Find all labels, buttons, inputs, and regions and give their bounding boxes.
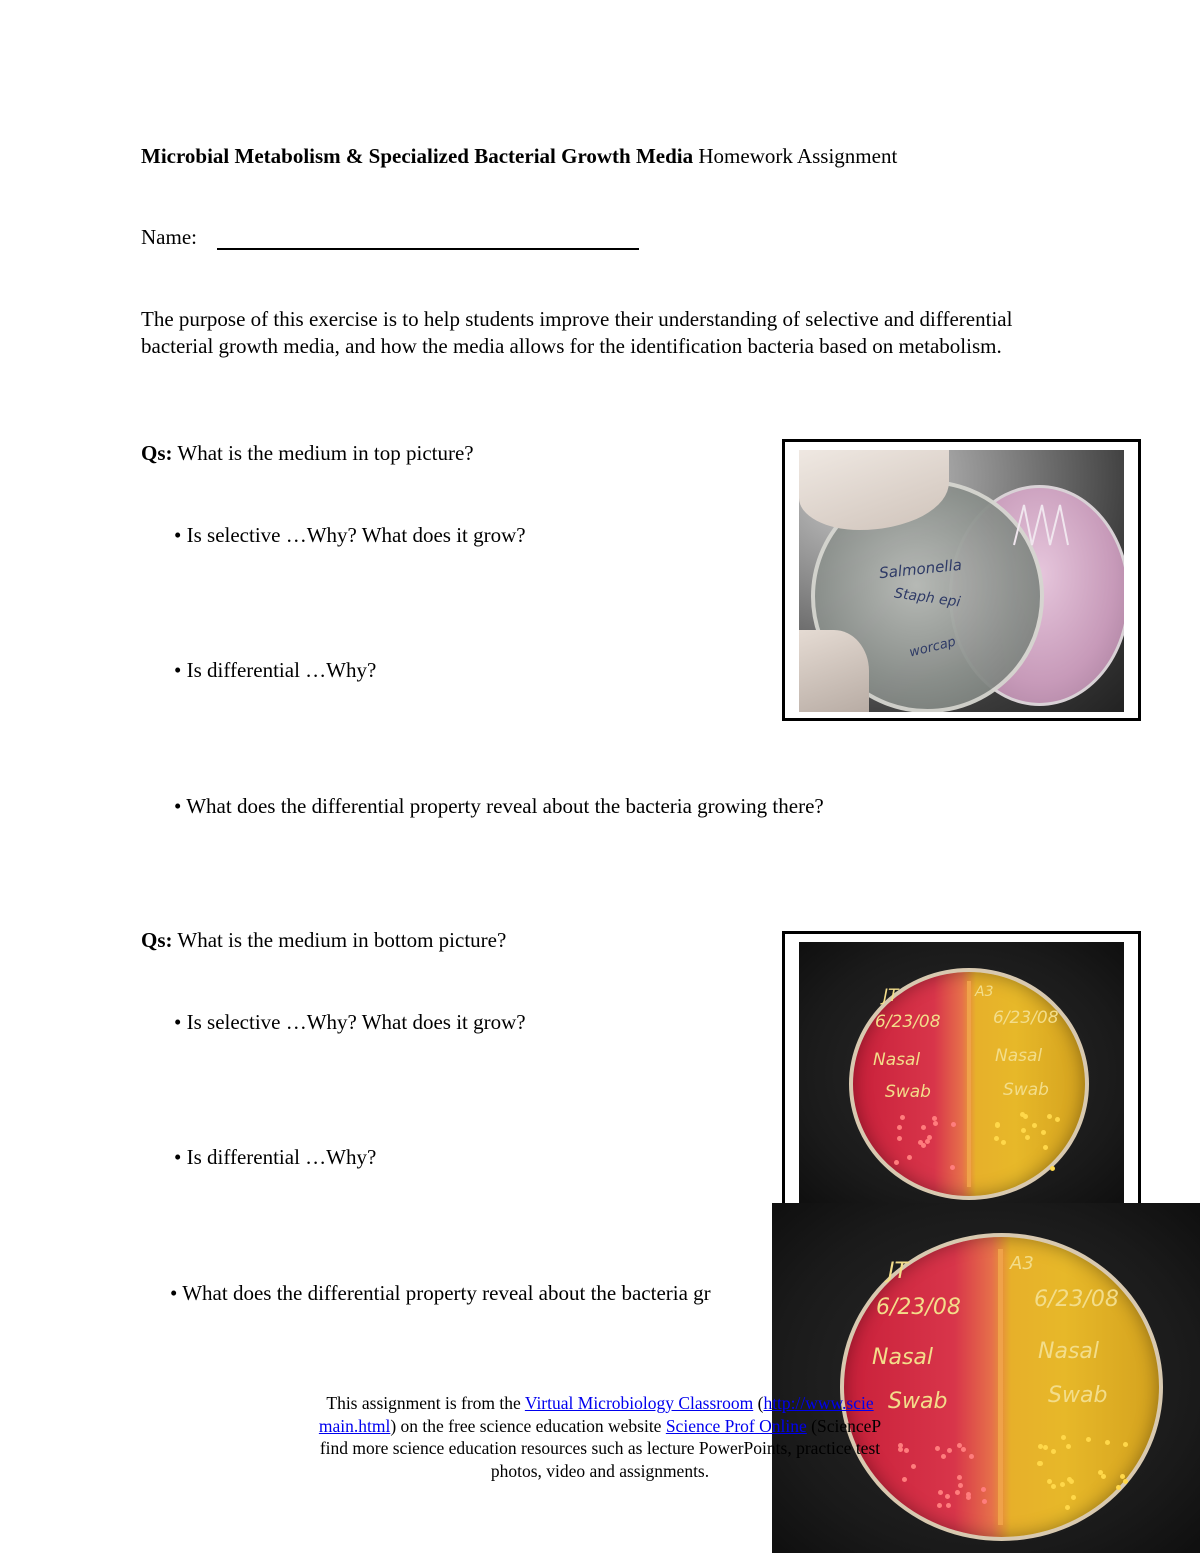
colony-dot	[1071, 1495, 1076, 1500]
left-label-3: Nasal	[872, 1345, 933, 1370]
virtual-microbiology-link[interactable]: Virtual Microbiology Classroom	[524, 1393, 754, 1413]
bullet-selective-2: • Is selective …Why? What does it grow?	[174, 1010, 526, 1034]
purpose-paragraph: The purpose of this exercise is to help students improve their understanding of selective and differential bacterial growth media, and how the media allows for the identification bacteria based on metabolism.	[141, 307, 1013, 358]
colony-dot	[1021, 1128, 1026, 1133]
enlarged-bottom-plate-photo	[772, 1203, 1200, 1553]
footer-attribution	[130, 1392, 1070, 1482]
colony-dot	[918, 1140, 923, 1145]
colony-dot	[933, 1121, 938, 1126]
colony-dot	[1116, 1485, 1121, 1490]
bullet-differential: • Is differential …Why?	[174, 658, 377, 682]
q-prefix: Qs:	[141, 441, 173, 465]
colony-dot	[921, 1125, 926, 1130]
plate-writing-marks	[799, 450, 1124, 712]
bottom-picture-frame	[782, 931, 1141, 1213]
title-bold: Microbial Metabolism & Specialized Bacterial Growth Media	[141, 144, 694, 168]
colony-dot	[1060, 1482, 1065, 1487]
colony-dot	[951, 1122, 956, 1127]
bottom-plate-photo	[799, 942, 1124, 1204]
colony-dot	[907, 1155, 912, 1160]
bullet-differential-property-2: • What does the differential property reveal about the bacteria gr	[170, 1281, 711, 1305]
bullet-differential-property: • What does the differential property reveal about the bacteria growing there?	[174, 794, 824, 818]
url-link-part1[interactable]: http://www.scie	[763, 1393, 874, 1413]
footer-text-6: photos, video and assignments.	[490, 1460, 710, 1481]
top-plate-photo	[799, 450, 1124, 712]
top-picture-frame	[782, 439, 1141, 721]
red-colonies	[889, 1112, 959, 1172]
footer-text-5: find more science education resources such as lecture PowerPoints, practice test	[319, 1438, 881, 1458]
question-bottom-picture	[141, 927, 506, 954]
colony-dot	[1020, 1112, 1025, 1117]
colony-dot	[1032, 1123, 1037, 1128]
colony-dot	[1123, 1479, 1128, 1484]
colony-dot	[1123, 1442, 1128, 1447]
right-label-3: Nasal	[995, 1046, 1043, 1066]
colony-dot	[966, 1492, 971, 1497]
right-label-3: Nasal	[1038, 1339, 1099, 1364]
name-label: Name:	[141, 225, 197, 249]
right-label-2: 6/23/08	[1034, 1287, 1119, 1312]
bullet-differential-2: • Is differential …Why?	[174, 1145, 377, 1169]
left-label-4: Swab	[885, 1082, 931, 1102]
url-link-part2[interactable]: main.html	[318, 1415, 391, 1436]
plate-writing-2: Staph epi	[893, 585, 962, 611]
msa-plate-enlarged	[840, 1233, 1163, 1541]
colony-dot	[938, 1490, 943, 1495]
colony-dot	[1055, 1117, 1060, 1122]
colony-dot	[946, 1503, 951, 1508]
left-label-4: Swab	[888, 1389, 948, 1414]
colony-dot	[982, 1499, 987, 1504]
colony-dot	[945, 1494, 950, 1499]
colony-dot	[894, 1160, 899, 1165]
right-label-1: A3	[1010, 1253, 1034, 1274]
q-text: What is the medium in top picture?	[172, 441, 474, 465]
plate-writing-1: Salmonella	[878, 555, 963, 583]
bullet-selective: • Is selective …Why? What does it grow?	[174, 523, 526, 547]
right-label-1: A3	[975, 984, 994, 1000]
colony-dot	[955, 1490, 960, 1495]
yellow-colonies	[993, 1112, 1063, 1172]
right-label-4: Swab	[1048, 1383, 1108, 1408]
msa-plate	[849, 968, 1089, 1200]
colony-dot	[958, 1483, 963, 1488]
footer-text-4: (ScienceP	[806, 1415, 882, 1436]
left-label-1: JT	[883, 986, 899, 1006]
plate-writing-3: worcap	[907, 634, 958, 661]
left-label-1: JT	[888, 1259, 908, 1284]
footer-text-1: This assignment is from the	[326, 1393, 525, 1413]
colony-dot	[1050, 1166, 1055, 1171]
colony-dot	[1025, 1135, 1030, 1140]
left-label-2: 6/23/08	[875, 1012, 941, 1032]
colony-dot	[981, 1487, 986, 1492]
colony-dot	[994, 1136, 999, 1141]
q-prefix: Qs:	[141, 928, 173, 952]
right-label-4: Swab	[1003, 1080, 1049, 1100]
colony-dot	[900, 1115, 905, 1120]
name-blank-line[interactable]	[217, 248, 639, 250]
colony-dot	[995, 1123, 1000, 1128]
colony-dot	[897, 1125, 902, 1130]
science-prof-online-link[interactable]: Science Prof Online	[665, 1415, 807, 1436]
question-top-picture	[141, 440, 474, 467]
q-text: What is the medium in bottom picture?	[172, 928, 507, 952]
plate-divider-streak	[998, 1249, 1003, 1525]
colony-dot	[1043, 1145, 1048, 1150]
colony-dot	[925, 1139, 930, 1144]
right-label-2: 6/23/08	[993, 1008, 1059, 1028]
colony-dot	[1041, 1130, 1046, 1135]
title-rest: Homework Assignment	[693, 144, 898, 168]
left-label-3: Nasal	[873, 1050, 921, 1070]
colony-dot	[1001, 1140, 1006, 1145]
footer-text-2: (	[753, 1393, 764, 1413]
colony-dot	[1086, 1437, 1091, 1442]
colony-dot	[950, 1165, 955, 1170]
colony-dot	[937, 1503, 942, 1508]
colony-dot	[897, 1136, 902, 1141]
colony-dot	[1065, 1505, 1070, 1510]
colony-dot	[1101, 1474, 1106, 1479]
plate-divider-streak	[967, 981, 971, 1187]
colony-dot	[1047, 1114, 1052, 1119]
left-label-2: 6/23/08	[876, 1295, 961, 1320]
document-title	[141, 143, 897, 170]
footer-text-3: ) on the free science education website	[390, 1415, 666, 1436]
colony-dot	[1051, 1484, 1056, 1489]
colony-dot	[1105, 1440, 1110, 1445]
